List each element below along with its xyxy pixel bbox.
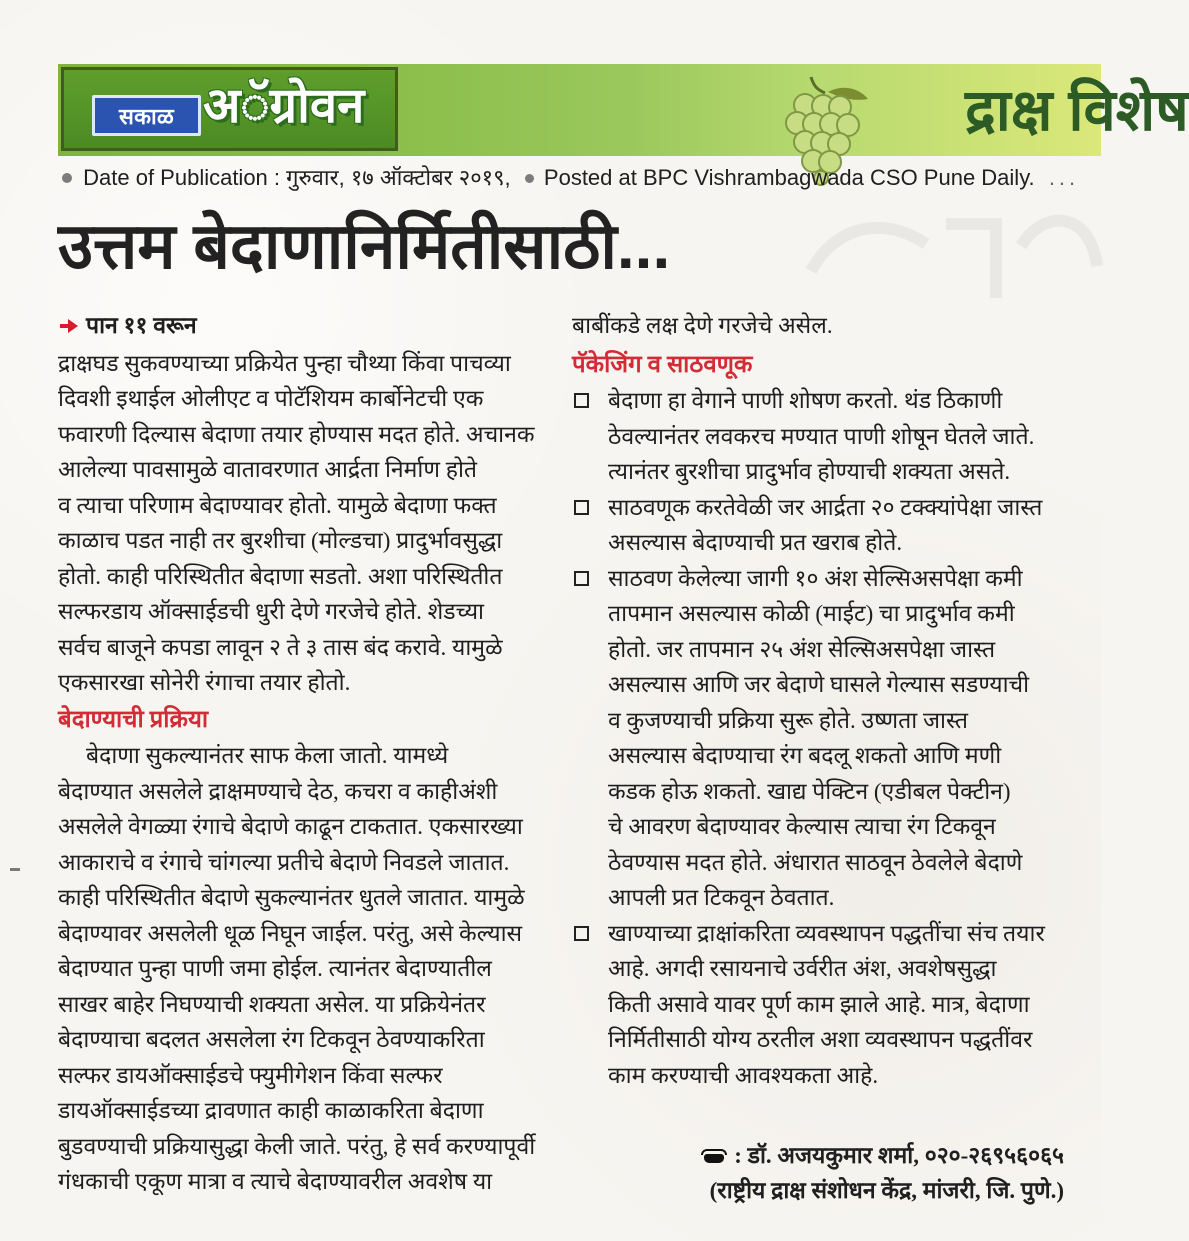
paragraph-line: बेदाण्यात असलेले द्राक्षमण्याचे देठ, कचरा व काहीअंशी: [58, 778, 498, 804]
publication-location: Posted at BPC Vishrambagwada CSO Pune Daily.: [543, 165, 1035, 190]
paragraph-line: द्राक्षघड सुकवण्याच्या प्रक्रियेत पुन्हा चौथ्या किंवा पाचव्या: [58, 350, 511, 376]
list-item-text: [608, 490, 1092, 561]
list-item: [572, 490, 1092, 561]
paragraph-line: निर्मितीसाठी योग्य ठरतील अशा व्यवस्थापन पद्धतींवर: [608, 1027, 1033, 1052]
paragraph-line: त्यानंतर बुरशीचा प्रादुर्भाव होण्याची शक्यता असते.: [608, 459, 1011, 484]
packaging-heading: पॅकेजिंग व साठवणूक: [572, 351, 753, 378]
checkbox-icon: [574, 393, 589, 408]
paragraph-line: सर्वच बाजूने कपडा लावून २ ते ३ तास बंद करावे. यामुळे: [58, 634, 503, 660]
checkbox-icon: [574, 571, 589, 586]
paragraph-line: असल्यास बेदाण्याचा रंग बदलू शकतो आणि मणी: [608, 743, 1002, 768]
contact-organization: (राष्ट्रीय द्राक्ष संशोधन केंद्र, मांजरी, जि. पुणे.): [709, 1178, 1064, 1203]
paragraph-line: बुडवण्याची प्रक्रियासुद्धा केली जाते. परंतु, हे सर्व करण्यापूर्वी: [58, 1133, 536, 1159]
left-column: [58, 308, 550, 1200]
show-through-mark: [801, 206, 1101, 308]
contact-name: : डॉ. अजयकुमार शर्मा, ०२०-२६९५६०६५: [734, 1143, 1064, 1168]
margin-mark: [10, 868, 20, 871]
publication-meta: [62, 162, 1100, 188]
paragraph-line: असलेले वेगळ्या रंगाचे बेदाणे काढून टाकतात. एकसारख्या: [58, 814, 523, 839]
intro-paragraph: [58, 346, 550, 701]
paragraph-line: असल्यास बेदाण्याची प्रत खराब होते.: [608, 530, 903, 555]
paragraph-line: आलेल्या पावसामुळे वातावरणात आर्द्रता निर्माण होते: [58, 457, 478, 482]
paragraph-line: बेदाण्याचा बदलत असलेला रंग टिकवून ठेवण्याकरिता: [58, 1027, 485, 1052]
brand-title: अॅग्रोवन: [203, 79, 365, 133]
paragraph-line: साठवणूक करतेवेळी जर आर्द्रता २० टक्क्यांपेक्षा जास्त: [608, 494, 1043, 520]
process-paragraph: [58, 738, 550, 1200]
paragraph-line: आहे. अगदी रसायनाचे उर्वरीत अंश, अवशेषसुद्धा: [608, 956, 997, 981]
list-item-text: [608, 916, 1092, 1094]
contact-block: [624, 1138, 1064, 1208]
paragraph-line: तापमान असल्यास कोळी (माईट) चा प्रादुर्भाव कमी: [608, 601, 1015, 626]
paragraph-line: किती असावे यावर पूर्ण काम झाले आहे. मात्र, बेदाणा: [608, 991, 1030, 1017]
checkbox-icon: [574, 926, 589, 941]
contact-line: [624, 1138, 1064, 1173]
paragraph-line: चे आवरण बेदाण्यावर केल्यास त्याचा रंग टिकवून: [608, 814, 996, 839]
phone-base-shape: [704, 1154, 724, 1163]
paragraph-line: व कुजण्याची प्रक्रिया सुरू होते. उष्णता जास्त: [608, 707, 969, 733]
paragraph-line: सल्फर डायऑक्साईडचे फ्युमीगेशन किंवा सल्फर: [58, 1062, 443, 1088]
paragraph-line: गंधकाची एकूण मात्रा व त्याचे बेदाण्यावरील अवशेष या: [58, 1169, 493, 1194]
right-column: [572, 308, 1092, 1093]
list-item: [572, 383, 1092, 490]
header-banner: [58, 64, 1189, 156]
paragraph-line: होतो. काही परिस्थितीत बेदाणा सडतो. अशा परिस्थितीत: [58, 563, 503, 589]
paragraph-line: आकाराचे व रंगाचे चांगल्या प्रतीचे बेदाणे निवडले जातात.: [58, 849, 510, 875]
paragraph-line: काम करण्याची आवश्यकता आहे.: [608, 1062, 879, 1088]
paragraph-line: बेदाणा सुकल्यानंतर साफ केला जातो. यामध्ये: [86, 743, 449, 768]
continued-from-line: [58, 308, 550, 344]
paragraph-line: असल्यास आणि जर बेदाणे घासले गेल्यास सडण्याची: [608, 672, 1030, 697]
bullet-icon: [62, 173, 72, 183]
paragraph-line: बेदाण्यावर असलेली धूळ निघून जाईल. परंतु, असे केल्यास: [58, 920, 523, 946]
paragraph-line: बेदाणा हा वेगाने पाणी शोषण करतो. थंड ठिकाणी: [608, 388, 1003, 413]
phone-icon: [701, 1148, 727, 1164]
paragraph-line: साठवण केलेल्या जागी १० अंश सेल्सिअसपेक्षा कमी: [608, 565, 1023, 591]
packaging-list: [572, 383, 1092, 1093]
paragraph-line: एकसारखा सोनेरी रंगाचा तयार होतो.: [58, 670, 351, 695]
paragraph-line: व त्याचा परिणाम बेदाण्यावर होतो. यामुळे बेदाणा फक्त: [58, 492, 497, 518]
paragraph-line: काळाच पडत नाही तर बुरशीचा (मोल्डचा) प्रादुर्भावसुद्धा: [58, 528, 503, 553]
arrow-right-icon: [60, 318, 78, 334]
paragraph-line: ठेवण्यास मदत होते. अंधारात साठवून ठेवलेले बेदाणे: [608, 849, 1023, 875]
paragraph-line: काही परिस्थितीत बेदाणे सुकल्यानंतर धुतले जातात. यामुळे: [58, 885, 525, 910]
paragraph-line: आपली प्रत टिकवून ठेवतात.: [608, 885, 835, 910]
paragraph-line: सल्फरडाय ऑक्साईडची धुरी देणे गरजेचे होते. शेडच्या: [58, 599, 485, 624]
checkbox-icon: [574, 500, 589, 515]
list-item-text: [608, 561, 1092, 916]
paragraph-line: दिवशी इथाईल ओलीएट व पोटॅशियम कार्बोनेटची एक: [58, 386, 484, 411]
brand-badge: सकाळ: [92, 95, 201, 136]
paragraph-line: कडक होऊ शकतो. खाद्य पेक्टिन (एडीबल पेक्टीन): [608, 778, 1011, 804]
paragraph-line: साखर बाहेर निघण्याची शक्यता असेल. या प्रक्रियेनंतर: [58, 991, 486, 1017]
article-headline: उत्तम बेदाणानिर्मितीसाठी...: [58, 210, 671, 282]
paragraph-line: डायऑक्साईडच्या द्रावणात काही काळाकरिता बेदाणा: [58, 1098, 484, 1123]
section-title: द्राक्ष विशेष: [965, 78, 1189, 143]
paragraph-line: खाण्याच्या द्राक्षांकरिता व्यवस्थापन पद्धतींचा संच तयार: [608, 920, 1045, 946]
paragraph-line: फवारणी दिल्यास बेदाणा तयार होण्यास मदत होते. अचानक: [58, 421, 535, 447]
paragraph-line: ठेवल्यानंतर लवकरच मण्यात पाणी शोषून घेतले जाते.: [608, 423, 1035, 449]
publication-date: Date of Publication : गुरुवार, १७ ऑक्टोबर २०१९,: [83, 165, 511, 190]
list-item-text: [608, 383, 1092, 490]
list-item: [572, 916, 1092, 1094]
list-item: [572, 561, 1092, 916]
bullet-icon: [525, 174, 534, 183]
paragraph-line: बेदाण्यात पुन्हा पाणी जमा होईल. त्यानंतर बेदाण्यातील: [58, 956, 492, 981]
more-dots-icon: ...: [1048, 165, 1080, 190]
continued-line: बाबींकडे लक्ष देणे गरजेचे असेल.: [572, 313, 833, 338]
brand-panel: [61, 67, 398, 151]
paragraph-line: होतो. जर तापमान २५ अंश सेल्सिअसपेक्षा जास्त: [608, 636, 996, 662]
process-heading: बेदाण्याची प्रक्रिया: [58, 706, 209, 733]
continued-from-text: पान ११ वरून: [86, 313, 197, 338]
